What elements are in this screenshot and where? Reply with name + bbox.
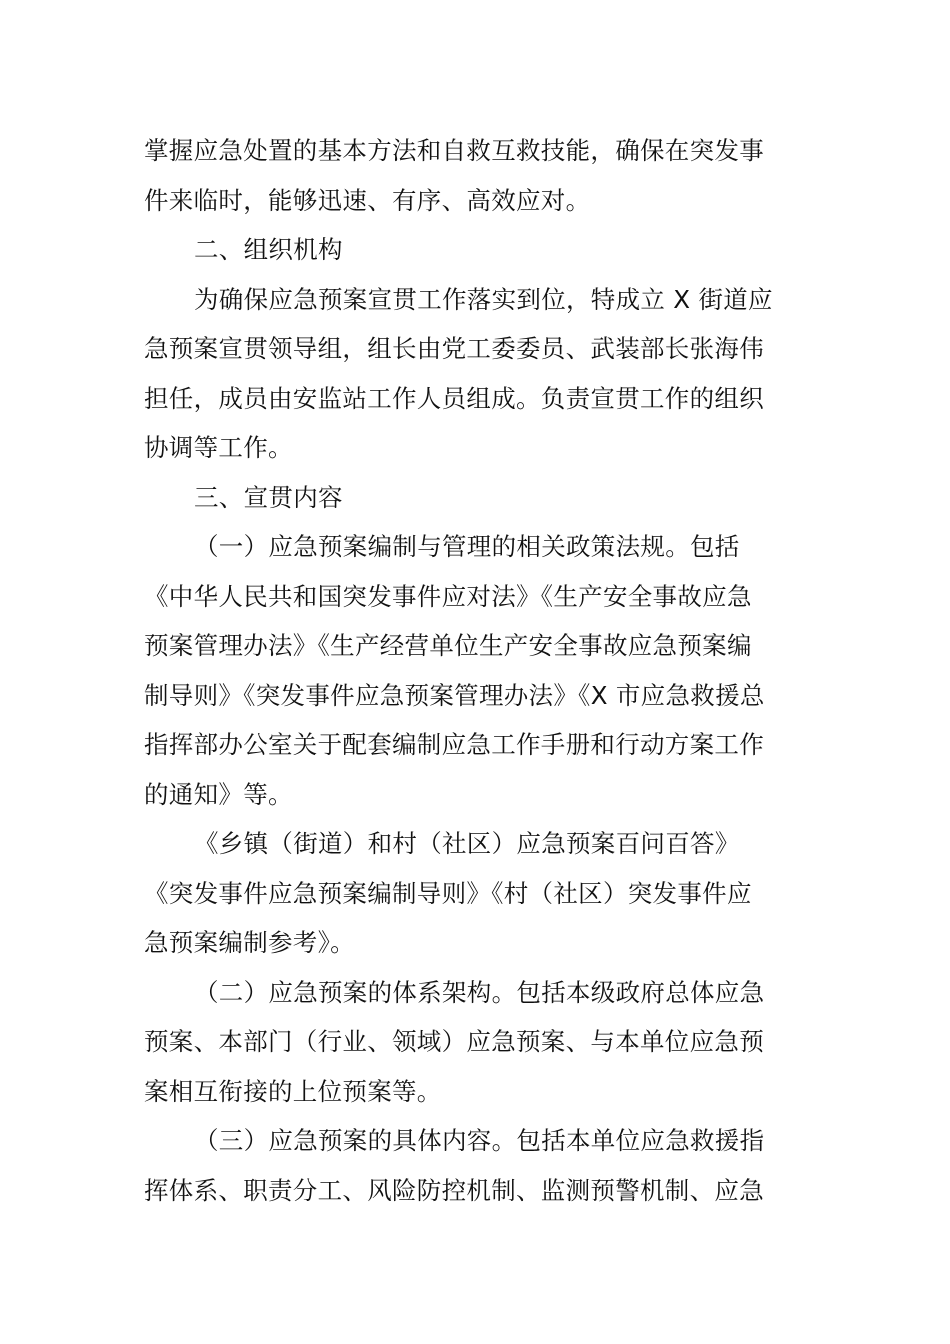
paragraph-line: 制导则》《突发事件应急预案管理办法》《X 市应急救援总 <box>144 680 765 710</box>
paragraph-line: 《中华人民共和国突发事件应对法》《生产安全事故应急 <box>144 581 752 611</box>
paragraph-line: 的通知》等。 <box>144 779 293 809</box>
paragraph-line: 担任，成员由安监站工作人员组成。负责宣贯工作的组织 <box>144 383 764 413</box>
paragraph-line: 急预案宣贯领导组，组长由党工委委员、武装部长张海伟 <box>144 334 764 363</box>
paragraph-line: 挥体系、职责分工、风险防控机制、监测预警机制、应急 <box>144 1175 764 1205</box>
paragraph-line: 急预案编制参考》。 <box>144 928 355 957</box>
paragraph-line: 掌握应急处置的基本方法和自救互救技能，确保在突发事 <box>144 136 764 165</box>
paragraph-line: （一）应急预案编制与管理的相关政策法规。包括 <box>194 532 740 561</box>
paragraph-line: 《突发事件应急预案编制导则》《村（社区）突发事件应 <box>144 878 752 908</box>
paragraph-line: 件来临时，能够迅速、有序、高效应对。 <box>144 185 591 215</box>
paragraph-line: 预案管理办法》《生产经营单位生产安全事故应急预案编 <box>144 631 752 660</box>
document-body <box>144 126 808 1215</box>
paragraph-line: 《乡镇（街道）和村（社区）应急预案百问百答》 <box>194 829 740 858</box>
paragraph-line: 预案、本部门（行业、领域）应急预案、与本单位应急预 <box>144 1027 764 1056</box>
paragraph-line: （三）应急预案的具体内容。包括本单位应急救援指 <box>194 1126 765 1155</box>
paragraph-line: （二）应急预案的体系架构。包括本级政府总体应急 <box>194 977 765 1007</box>
section-heading-organization: 二、组织机构 <box>194 235 343 264</box>
paragraph-line: 案相互衔接的上位预案等。 <box>144 1076 442 1106</box>
section-heading-content: 三、宣贯内容 <box>194 482 343 512</box>
paragraph-line: 为确保应急预案宣贯工作落实到位，特成立 X 街道应 <box>194 284 773 314</box>
paragraph-line: 协调等工作。 <box>144 433 293 462</box>
paragraph-line: 指挥部办公室关于配套编制应急工作手册和行动方案工作 <box>144 730 764 759</box>
